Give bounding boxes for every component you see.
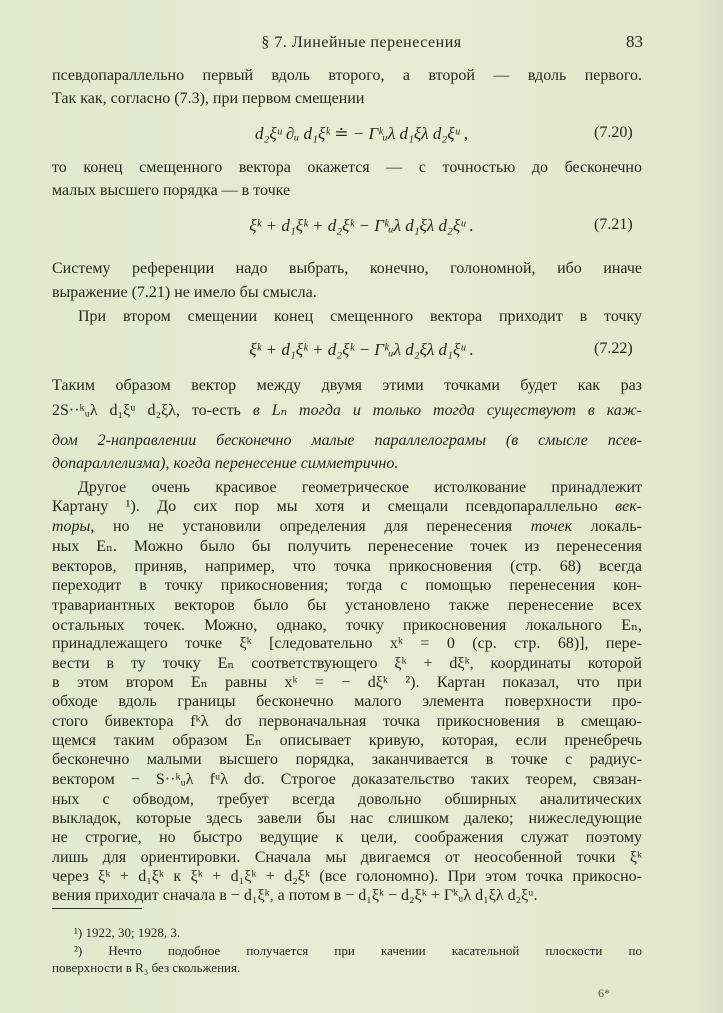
text-line: лишь для ориентировки. Сначала мы двигаемся от неособенной точки ξᵏ [52, 849, 642, 866]
running-header: § 7. Линейные перенесения [261, 34, 462, 51]
text-line: Таким образом вектор между двумя этими точками будет как раз [52, 377, 642, 394]
page-number: 83 [626, 32, 643, 51]
footnote: ²) Нечто подобное получается при качении касательной плоскости по [74, 943, 642, 958]
text-line: допараллелизма), когда перенесение симметрично. [52, 455, 399, 472]
text-line: остальных точек. Можно, однако, точку прикосновения локального Eₙ, [52, 617, 642, 634]
italic-segment: точек [530, 518, 573, 535]
italic-segment: в Lₙ тогда и только тогда существуют в каж- [252, 402, 643, 419]
equation-number: (7.22) [594, 340, 633, 357]
text-segment: Картану ¹). До сих пор мы хотя и смещали псевдопараллельно [52, 498, 616, 515]
text-line [52, 401, 642, 421]
formula-7-20: d₂ξᵘ ∂ᵤ d₁ξᵏ ≐ − Γᵏᵤλ d₁ξλ d₂ξᵘ , [254, 124, 468, 143]
text-line: вести в ту точку Eₙ соответствующего ξᵏ + dξᵏ, координаты которой [52, 655, 642, 672]
italic-segment: век- [615, 498, 642, 515]
signature-mark: 6* [598, 986, 610, 1000]
text-segment: 2S··ᵏᵤλ d₁ξᵘ d₂ξλ, то-есть [52, 402, 253, 419]
text-line: дом 2-направлении бесконечно малые параллелограмы (в смысле псев- [52, 432, 642, 449]
text-line: стого бивектора fᵏλ dσ первоначальная точка прикосновения в смещаю- [52, 713, 642, 730]
text-line: обходе вдоль границы бесконечно малого элемента поверхности про- [52, 693, 642, 710]
text-line: переходит в точку прикосновения; тогда с помощью перенесения кон- [52, 577, 642, 594]
text-line: принадлежащего точке ξᵏ [следовательно xᵏ = 0 (ср. стр. 68)], пере- [52, 635, 642, 652]
footnote: поверхности в R₃ без скольжения. [52, 960, 241, 975]
formula-7-21: ξᵏ + d₁ξᵏ + d₂ξᵏ − Γᵏᵤλ d₁ξλ d₂ξᵘ . [249, 216, 474, 235]
text-line: в этом втором Eₙ равны xᵏ = − dξᵏ ²). Картан показал, что при [52, 674, 642, 691]
text-line: травариантных векторов было бы установлено также перенесение всех [52, 597, 642, 614]
text-line: векторов, приняв, например, что точка прикосновения (стр. 68) всегда [52, 558, 642, 575]
text-segment: локаль- [572, 518, 642, 535]
text-line: щемся таким образом Eₙ описывает кривую, которая, если пренебречь [52, 732, 642, 749]
text-line: малых высшего порядка — в точке [52, 182, 291, 199]
text-line: вения приходит сначала в − d₁ξᵏ, а потом в − d₁ξᵏ − d₂ξᵏ + Γᵏᵤλ d₁ξλ d₂ξᵘ. [52, 887, 538, 904]
italic-segment: торы [52, 518, 91, 535]
text-line: Так как, согласно (7.3), при первом смещении [52, 90, 365, 107]
text-line: ных с обводом, требует всегда довольно обширных аналитических [52, 791, 642, 808]
equation-number: (7.21) [594, 216, 633, 233]
text-line: При втором смещении конец смещенного вектора приходит в точку [78, 308, 642, 325]
text-line [52, 517, 642, 537]
text-line: выкладок, которые здесь завели бы нас слишком далеко; нижеследующие [52, 810, 642, 827]
text-line: вектором − S··ᵏᵤλ fᵘλ dσ. Строгое доказательство таких теорем, связан- [52, 771, 642, 788]
text-line: ных Eₙ. Можно было бы получить перенесение точек из перенесения [52, 538, 642, 555]
text-line: выражение (7.21) не имело бы смысла. [52, 284, 317, 301]
text-line: Другое очень красивое геометрическое истолкование принадлежит [78, 479, 642, 496]
formula-7-22: ξᵏ + d₁ξᵏ + d₂ξᵏ − Γᵏᵤλ d₂ξλ d₁ξᵘ . [249, 340, 474, 359]
text-line: бесконечно малыми высшего порядка, заканчивается в точке с радиус- [52, 751, 642, 768]
equation-number: (7.20) [594, 124, 633, 141]
footnote: ¹) 1922, 30; 1928, 3. [74, 925, 181, 940]
text-line: псевдопараллельно первый вдоль второго, а второй — вдоль первого. [52, 67, 642, 84]
text-line: Систему референции надо выбрать, конечно, голономной, ибо иначе [52, 260, 642, 277]
text-line [52, 497, 642, 517]
text-line: то конец смещенного вектора окажется — с точностью до бесконечно [52, 159, 642, 176]
text-line: не строгие, но быстро ведущие к цели, соображения служат поэтому [52, 829, 642, 846]
text-line: через ξᵏ + d₁ξᵏ к ξᵏ + d₁ξᵏ + d₂ξᵏ (все голономно). При этом точка прикосно- [52, 868, 642, 885]
text-segment: , но не установили определения для перенесения [90, 518, 531, 535]
footnote-divider [52, 908, 142, 909]
